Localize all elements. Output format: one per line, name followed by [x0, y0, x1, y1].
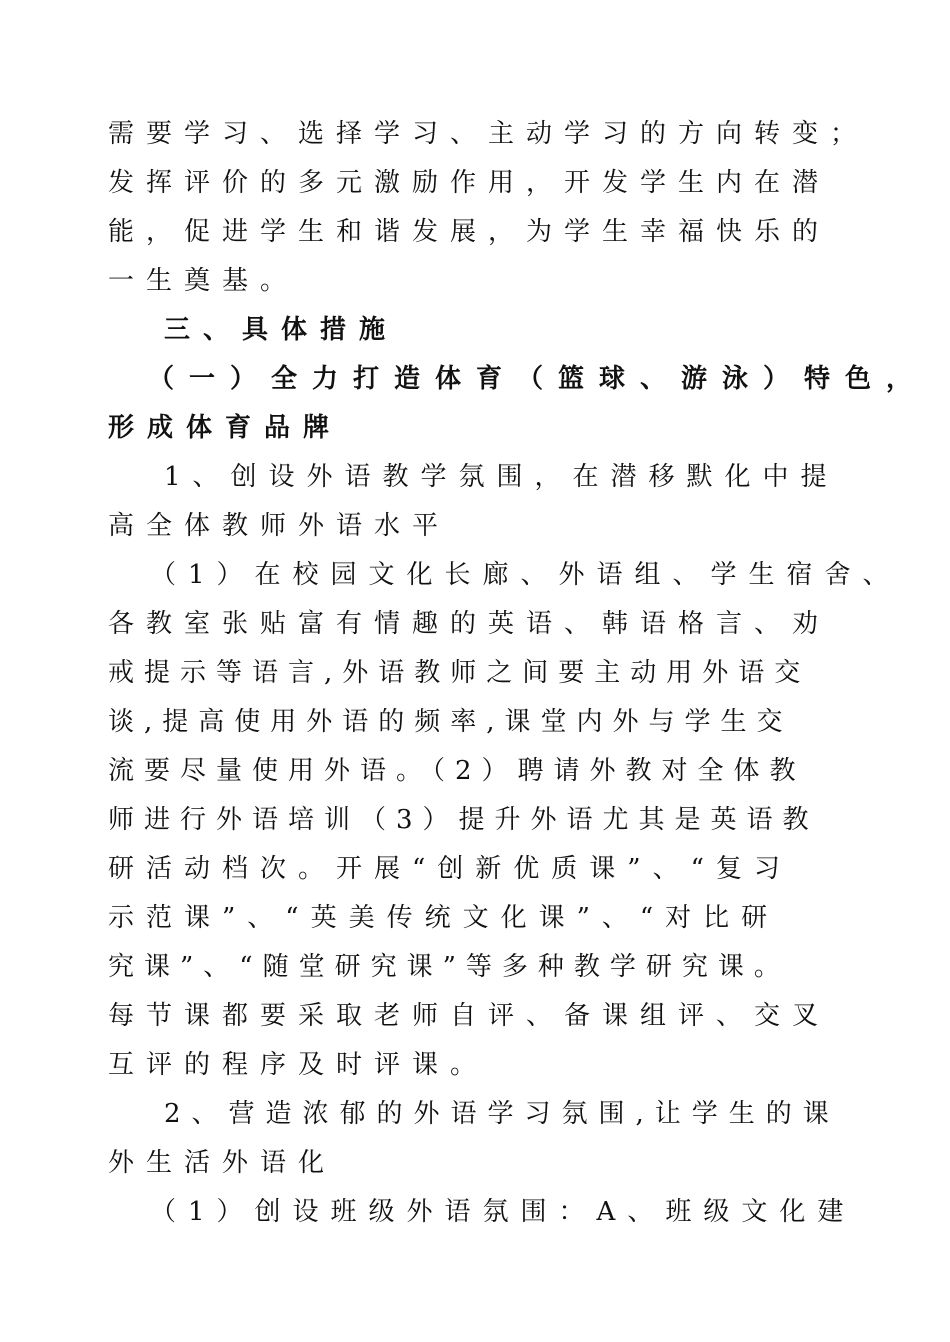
item-heading-continued: 外生活外语化 [108, 1148, 337, 1178]
paragraph-line: 各教室张贴富有情趣的英语、韩语格言、劝 [108, 609, 831, 639]
paragraph-line: （1）创设班级外语氛围：A、班级文化建 [150, 1197, 856, 1227]
subsection-heading-continued: 形成体育品牌 [108, 413, 343, 443]
text-line: 需要学习、选择学习、主动学习的方向转变； [108, 119, 869, 149]
paragraph-line: 师进行外语培训（3）提升外语尤其是英语教 [108, 805, 819, 835]
paragraph-line: 每节课都要采取老师自评、备课组评、交叉 [108, 1001, 831, 1031]
section-heading: 三、具体措施 [164, 315, 399, 345]
paragraph-line: 示范课”、“英美传统文化课”、“对比研 [108, 903, 780, 933]
text-line: 一生奠基。 [108, 266, 299, 296]
text-line: 能，促进学生和谐发展，为学生幸福快乐的 [108, 217, 831, 247]
paragraph-line: 流要尽量使用外语。（2）聘请外教对全体教 [108, 756, 806, 786]
paragraph-line: 互评的程序及时评课。 [108, 1050, 489, 1080]
subsection-heading: （一）全力打造体育（篮球、游泳）特色， [148, 364, 928, 394]
paragraph-line: （1）在校园文化长廊、外语组、学生宿舍、 [150, 560, 901, 590]
paragraph-line: 谈,提高使用外语的频率,课堂内外与学生交 [108, 707, 793, 737]
item-heading-continued: 高全体教师外语水平 [108, 511, 451, 541]
paragraph-line: 戒提示等语言,外语教师之间要主动用外语交 [108, 658, 811, 688]
paragraph-line: 研活动档次。开展“创新优质课”、“复习 [108, 854, 792, 884]
item-heading: 1、创设外语教学氛围，在潜移默化中提 [164, 462, 839, 492]
text-line: 发挥评价的多元激励作用，开发学生内在潜 [108, 168, 831, 198]
item-heading: 2、营造浓郁的外语学习氛围,让学生的课 [164, 1099, 840, 1129]
paragraph-line: 究课”、“随堂研究课”等多种教学研究课。 [108, 952, 790, 982]
